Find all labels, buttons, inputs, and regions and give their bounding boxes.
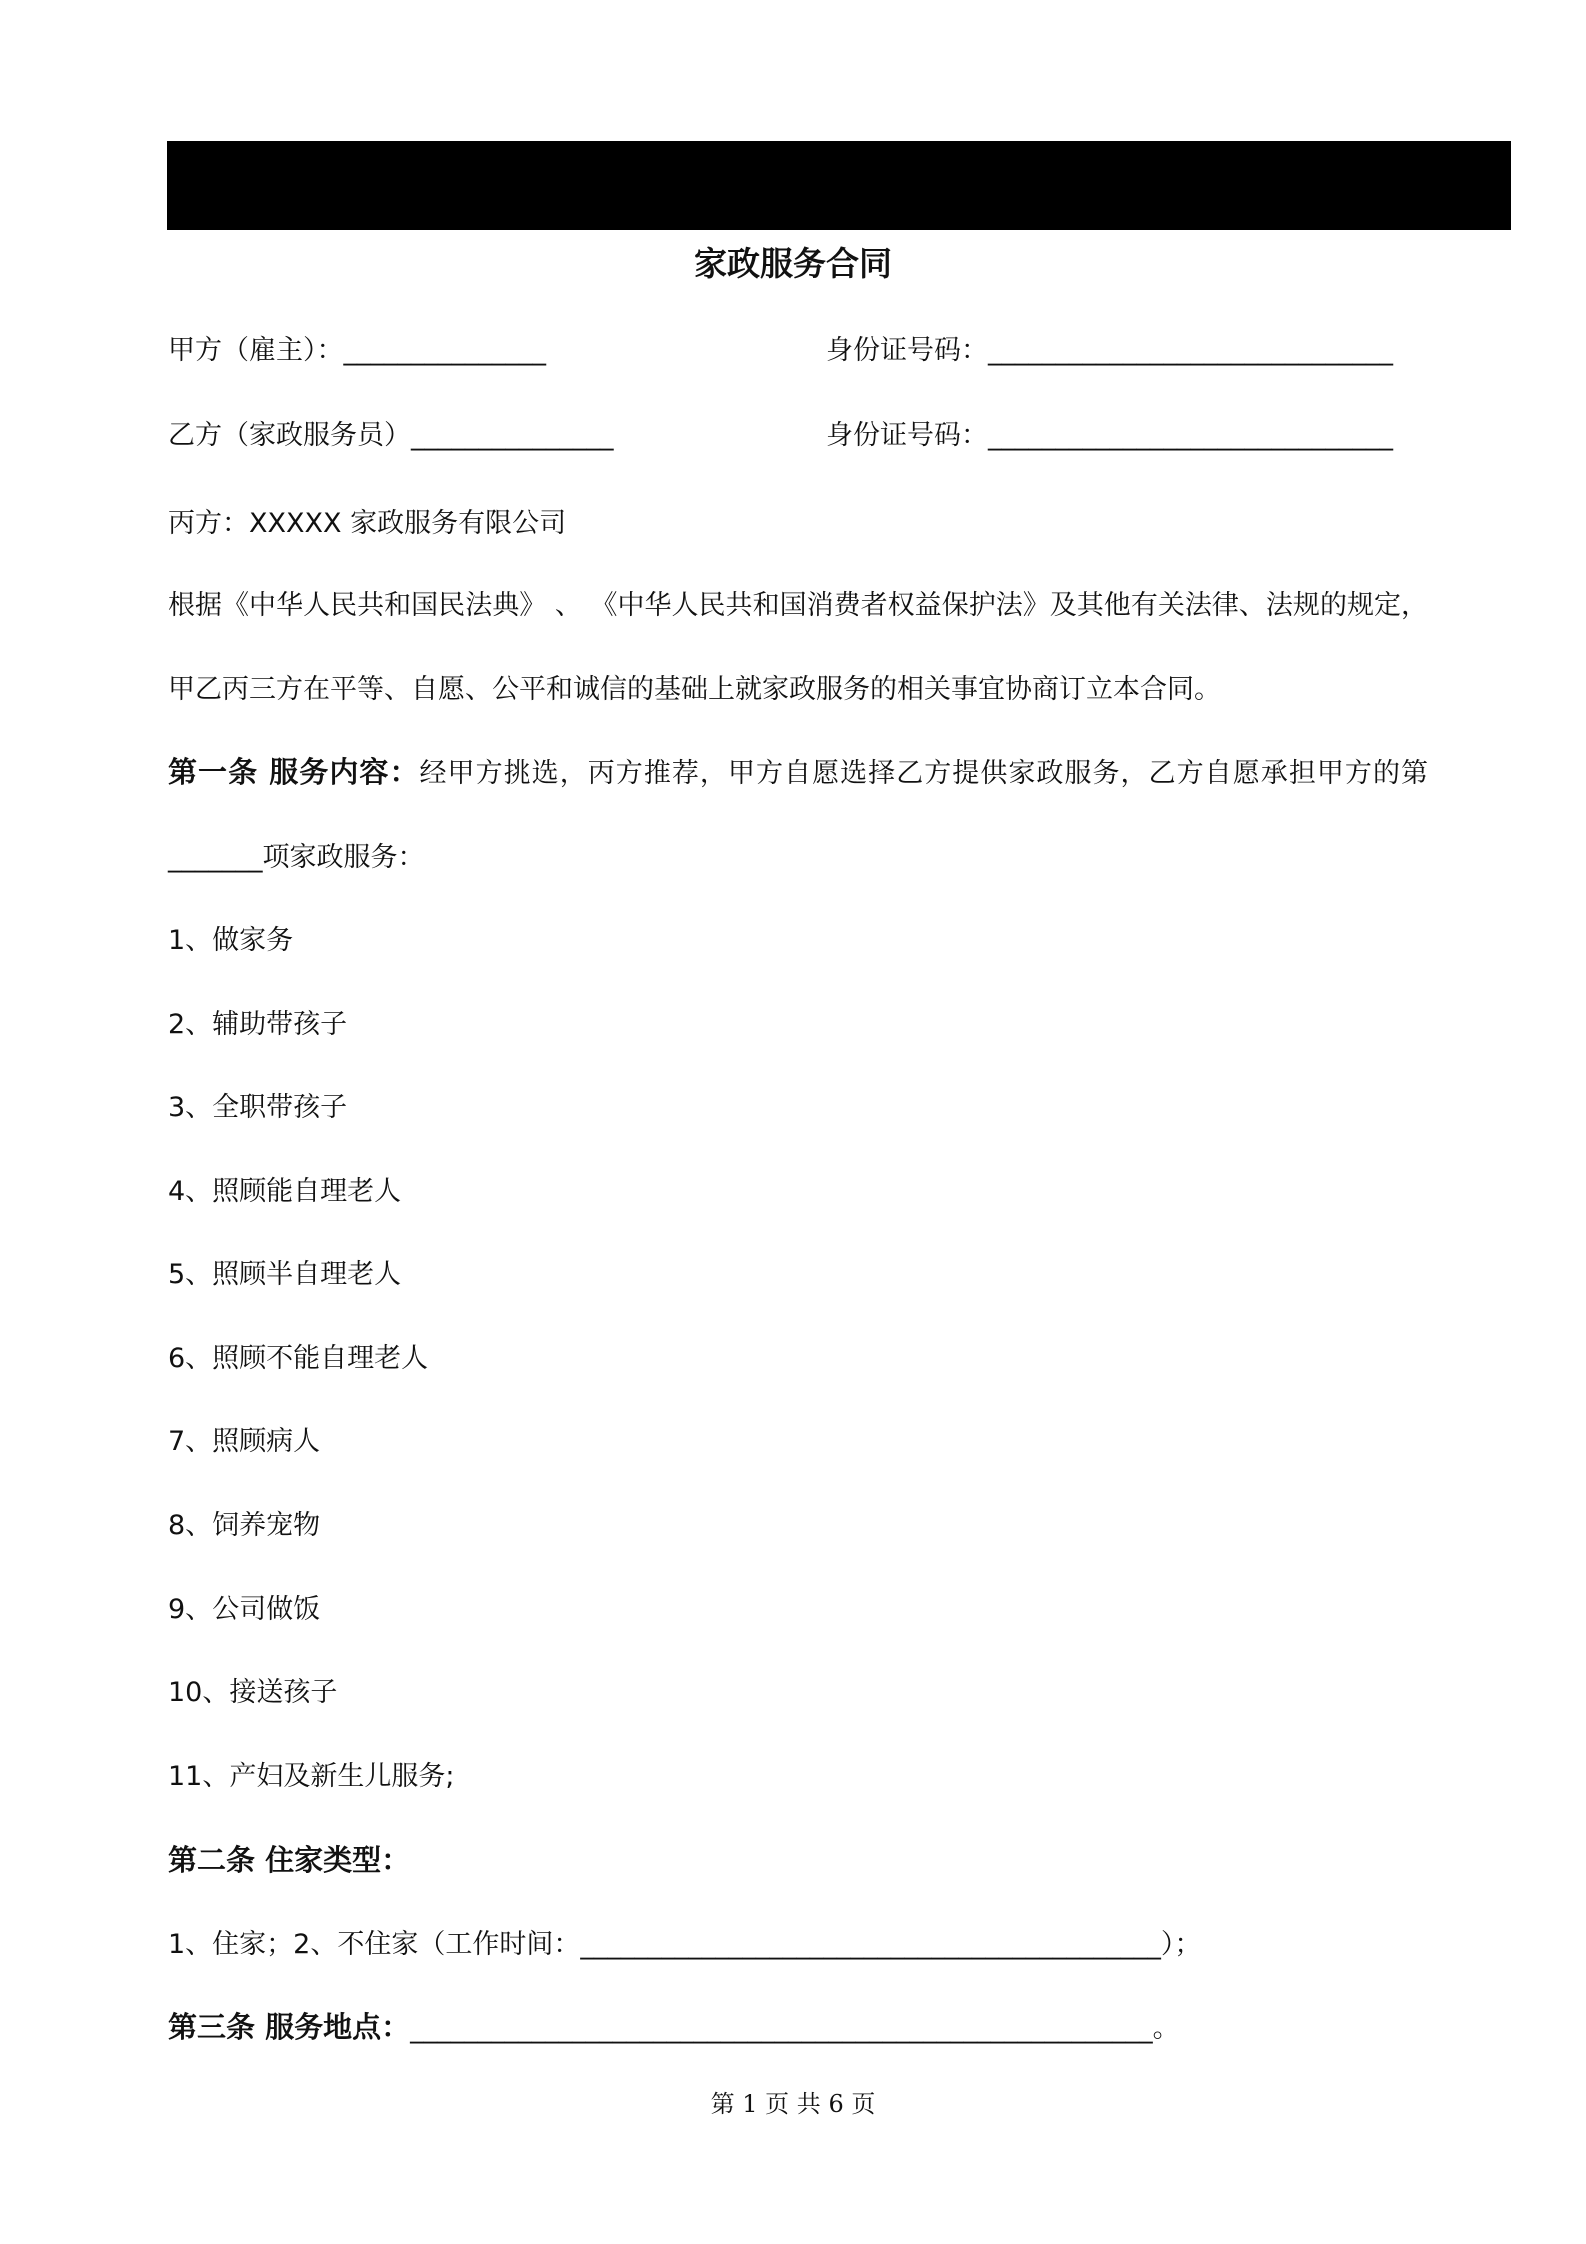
list-item: 5、照顾半自理老人 — [168, 1259, 402, 1290]
list-item: 11、产妇及新生儿服务; — [168, 1761, 455, 1792]
list-item: 2、辅助带孩子 — [168, 1009, 348, 1040]
article-1-text: 经甲方挑选，丙方推荐，甲方自愿选择乙方提供家政服务，乙方自愿承担甲方的第_______项家政服务： — [168, 758, 1428, 873]
article-1-paragraph — [168, 730, 1428, 900]
article-1-heading: 第一条 服务内容： — [168, 755, 420, 789]
party-b-field: 乙方（家政服务员）_______________ — [168, 420, 614, 451]
list-item: 9、公司做饭 — [168, 1594, 321, 1625]
article-3-heading: 第三条 服务地点： — [168, 2010, 411, 2044]
preamble-paragraph: 根据《中华人民共和国民法典》 、 《中华人民共和国消费者权益保护法》及其他有关法律、法规的规定，甲乙丙三方在平等、自愿、公平和诚信的基础上就家政服务的相关事宜协商订立本合同。 — [168, 590, 1428, 705]
list-item: 4、照顾能自理老人 — [168, 1176, 402, 1207]
document-title: 家政服务合同 — [694, 244, 892, 283]
list-item: 10、接送孩子 — [168, 1677, 338, 1708]
list-item: 1、做家务 — [168, 925, 294, 956]
party-c-line: 丙方：XXXXX 家政服务有限公司 — [168, 508, 567, 539]
party-a-field: 甲方（雇主）：_______________ — [168, 335, 546, 366]
party-a-id-field: 身份证号码：______________________________ — [826, 335, 1393, 366]
article-3-text: _______________________________________________________。 — [410, 2013, 1180, 2044]
header-redaction-bar — [167, 141, 1511, 230]
party-b-id-field: 身份证号码：______________________________ — [826, 420, 1393, 451]
article-3-line — [168, 2007, 1180, 2049]
list-item: 3、全职带孩子 — [168, 1092, 348, 1123]
page-number-footer: 第 1 页 共 6 页 — [710, 2090, 876, 2118]
list-item: 7、照顾病人 — [168, 1426, 321, 1457]
article-2-heading: 第二条 住家类型： — [168, 1843, 411, 1877]
list-item: 8、饲养宠物 — [168, 1510, 321, 1541]
article-2-options: 1、住家；2、不住家（工作时间：___________________________________________）； — [168, 1929, 1202, 1960]
list-item: 6、照顾不能自理老人 — [168, 1343, 429, 1374]
